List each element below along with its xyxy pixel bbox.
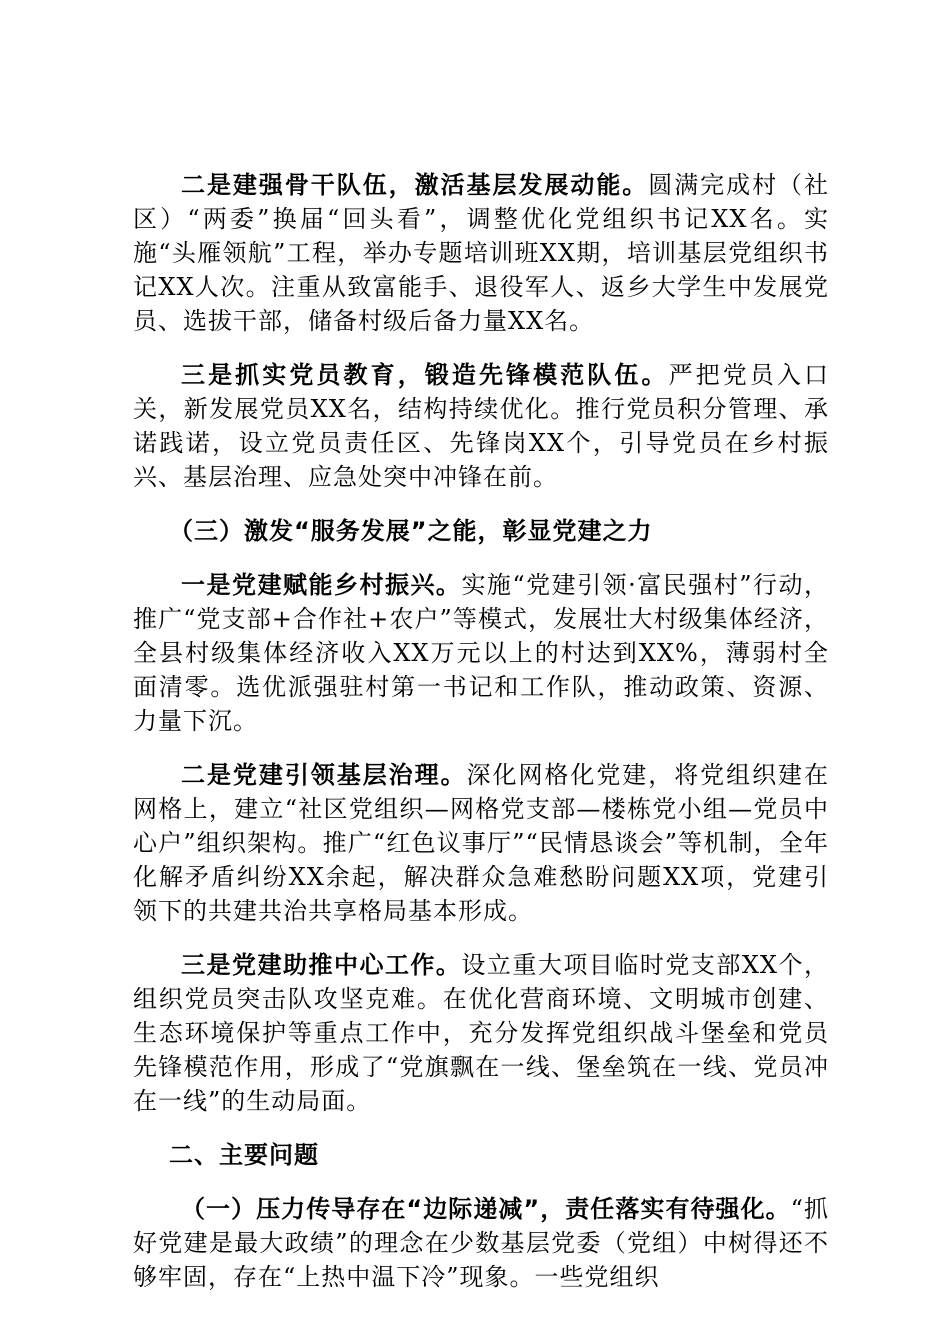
paragraph-member-education: [133, 358, 829, 494]
paragraph-lead: （一）压力传导存在“边际递减”，责任落实有待强化。: [181, 1195, 791, 1223]
paragraph-rural-revitalization: [133, 568, 829, 738]
paragraph-cadre-team: [133, 168, 829, 338]
paragraph-body: 实施“党建引领·富民强村”行动，推广“党支部+合作社+农户”等模式，发展壮大村级集体经济，全县村级集体经济收入XX万元以上的村达到XX%，薄弱村全面清零。选优派强驻村第一书记和工作队，推动政策、资源、力量下沉。: [133, 571, 830, 735]
paragraph-central-work: [133, 948, 829, 1118]
paragraph-lead: 二是建强骨干队伍，激活基层发展动能。: [181, 171, 649, 199]
paragraph-lead: 三是党建助推中心工作。: [181, 951, 462, 979]
document-page: [133, 168, 829, 1314]
paragraph-lead: 一是党建赋能乡村振兴。: [181, 571, 462, 599]
paragraph-body: 严把党员入口关，新发展党员XX名，结构持续优化。推行党员积分管理、承诺践诺，设立党员责任区、先锋岗XX个，引导党员在乡村振兴、基层治理、应急处突中冲锋在前。: [133, 361, 830, 491]
paragraph-body: 设立重大项目临时党支部XX个，组织党员突击队攻坚克难。在优化营商环境、文明城市创建、生态环境保护等重点工作中，充分发挥党组织战斗堡垒和党员先锋模范作用，形成了“党旗飘在一线、堡垒筑在一线、党员冲在一线”的生动局面。: [133, 951, 829, 1115]
paragraph-grassroots-governance: [133, 758, 829, 928]
paragraph-pressure-transmission: [133, 1192, 829, 1294]
paragraph-body: 圆满完成村（社区）“两委”换届“回头看”，调整优化党组织书记XX名。实施“头雁领航”工程，举办专题培训班XX期，培训基层党组织书记XX人次。注重从致富能手、退役军人、返乡大学生中发展党员、选拔干部，储备村级后备力量XX名。: [133, 171, 829, 335]
paragraph-body: “抓好党建是最大政绩”的理念在少数基层党委（党组）中树得还不够牢固，存在“上热中温下冷”现象。一些党组织: [133, 1195, 829, 1291]
section-heading: （三）激发“服务发展”之能，彰显党建之力: [169, 517, 653, 545]
paragraph-lead: 三是抓实党员教育，锻造先锋模范队伍。: [181, 361, 669, 389]
problems-heading: 二、主要问题: [169, 1141, 319, 1169]
paragraph-body: 深化网格化党建，将党组织建在网格上，建立“社区党组织—网格党支部—楼栋党小组—党员中心户”组织架构。推广“红色议事厅”“民情恳谈会”等机制，全年化解矛盾纠纷XX余起，解决群众急难愁盼问题XX项，党建引领下的共建共治共享格局基本形成。: [133, 761, 830, 925]
paragraph-lead: 二是党建引领基层治理。: [181, 761, 467, 789]
